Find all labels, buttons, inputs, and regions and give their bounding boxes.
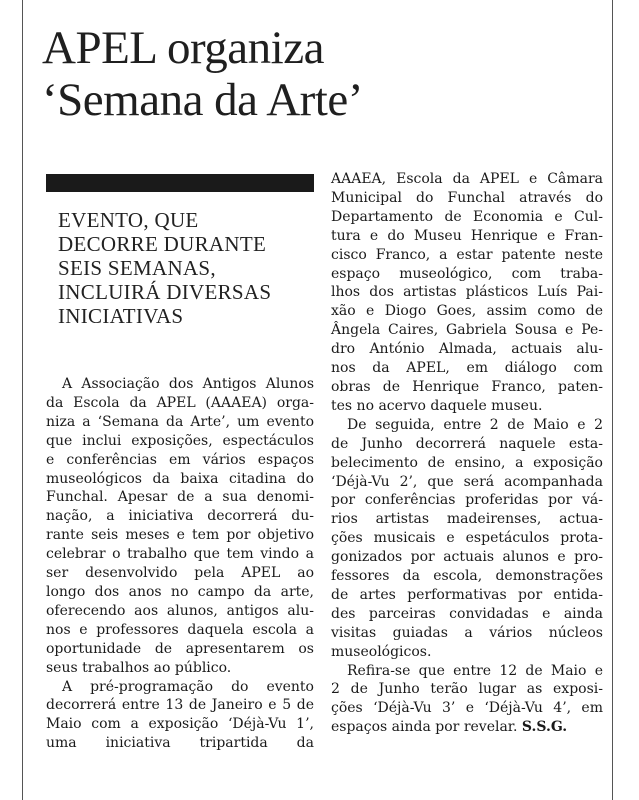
text-line: ser desenvolvido pela APEL ao [46, 565, 314, 582]
text-line: gonizados por actuais alunos e pro- [331, 549, 603, 566]
text-line: museológicos da baixa citadina do [46, 470, 314, 487]
deck-line: SEIS SEMANAS, [58, 256, 216, 280]
body-column-2 [331, 170, 603, 737]
text-line: uma iniciativa tripartida da [46, 735, 314, 752]
text-line: De seguida, entre 2 de Maio e 2 [347, 416, 603, 433]
right-column-rule [612, 0, 613, 800]
text-line: espaços ainda por revelar. [331, 719, 518, 736]
text-line: nos da APEL, em diálogo com [331, 360, 603, 377]
text-line: des parceiras convidadas e ainda [331, 605, 603, 622]
text-line: de artes performativas por entida- [331, 586, 603, 603]
headline-line-1: APEL organiza [42, 22, 324, 74]
text-line: nação, a iniciativa decorrerá du- [46, 508, 314, 525]
text-line: Funchal. Apesar de a sua denomi- [46, 489, 314, 506]
deck-line: EVENTO, QUE [58, 208, 199, 232]
text-line: rios artistas madeirenses, actua- [331, 511, 603, 528]
text-line: oferecendo aos alunos, antigos alu- [46, 602, 314, 619]
author-signature: S.S.G. [521, 719, 568, 736]
text-line: 2 de Junho terão lugar as exposi- [331, 681, 603, 698]
text-line: Ângela Caires, Gabriela Sousa e Pe- [331, 322, 603, 339]
text-line: seus trabalhos ao público. [46, 659, 232, 676]
text-line: Municipal do Funchal através do [331, 189, 603, 206]
deck-line: INICIATIVAS [58, 304, 184, 328]
text-line: niza a ‘Semana da Arte’, um evento [46, 413, 314, 430]
text-line: longo dos anos no campo da arte, [46, 583, 314, 600]
text-line: museológicos. [331, 643, 432, 660]
text-line-with-signature [331, 718, 603, 737]
text-line: ções ‘Déjà-Vu 3’ e ‘Déjà-Vu 4’, em [331, 700, 603, 717]
text-line: dro António Almada, actuais alu- [331, 341, 603, 358]
text-line: Maio com a exposição ‘Déjà-Vu 1’, [46, 716, 314, 733]
text-line: ‘Déjà-Vu 2’, que será acompanhada [331, 473, 603, 490]
text-line: da Escola da APEL (AAAEA) orga- [46, 394, 314, 411]
text-line: tura e do Museu Henrique e Fran- [331, 227, 603, 244]
article-deck [58, 208, 320, 328]
text-line: Departamento de Economia e Cul- [331, 208, 603, 225]
text-line: e conferências em vários espaços [46, 451, 314, 468]
headline-line-2: ‘Semana da Arte’ [42, 74, 363, 126]
text-line: de Junho decorrerá naquele esta- [331, 435, 603, 452]
text-line: visitas guiadas a vários núcleos [331, 624, 603, 641]
text-line: A pré-programação do evento [62, 678, 314, 695]
body-column-1 [46, 375, 314, 753]
text-line: Refira-se que entre 12 de Maio e [347, 662, 603, 679]
text-line: espaço museológico, com traba- [331, 265, 603, 282]
text-line: ções musicais e espetáculos prota- [331, 530, 603, 547]
text-line: por conferências proferidas por vá- [331, 492, 603, 509]
text-line: cisco Franco, a estar patente neste [331, 246, 603, 263]
text-line: decorrerá entre 13 de Janeiro e 5 de [46, 697, 314, 714]
text-line: fessores da escola, demonstrações [331, 568, 603, 585]
text-line: oportunidade de apresentarem os [46, 640, 314, 657]
text-line: lhos dos artistas plásticos Luís Pai- [331, 284, 603, 301]
deck-line: DECORRE DURANTE [58, 232, 267, 256]
text-line: rante seis meses e tem por objetivo [46, 527, 314, 544]
text-line: celebrar o trabalho que tem vindo a [46, 546, 314, 563]
text-line: que inclui exposições, espectáculos [46, 432, 314, 449]
text-line: A Associação dos Antigos Alunos [62, 376, 314, 392]
article-headline [42, 22, 602, 126]
text-line: AAAEA, Escola da APEL e Câmara [331, 171, 603, 187]
text-line: belecimento de ensino, a exposição [331, 454, 603, 471]
left-column-rule [22, 0, 23, 800]
text-line: obras de Henrique Franco, paten- [331, 378, 603, 395]
text-line: xão e Diogo Goes, assim como de [331, 303, 603, 320]
text-line: tes no acervo daquele museu. [331, 397, 543, 414]
deck-line: INCLUIRÁ DIVERSAS [58, 280, 272, 304]
text-line: nos e professores daquela escola a [46, 621, 314, 638]
section-bar [46, 174, 314, 192]
